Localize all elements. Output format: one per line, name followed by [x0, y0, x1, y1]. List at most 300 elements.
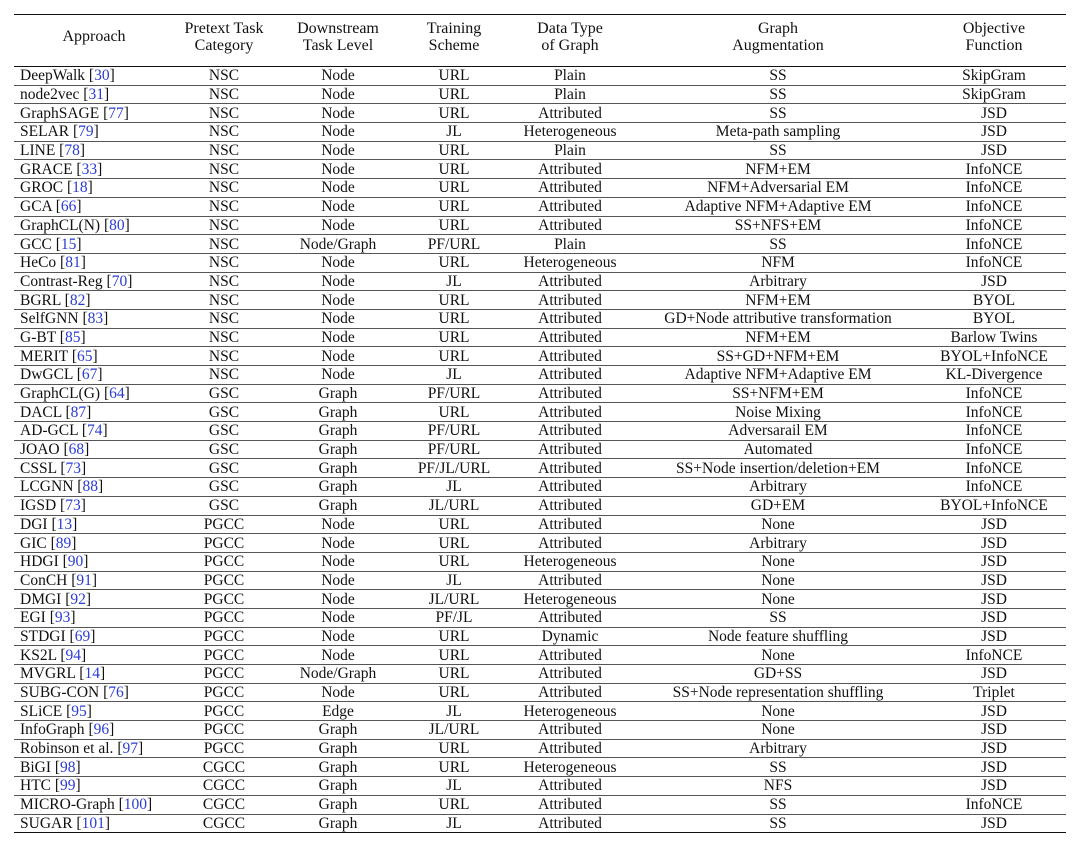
task-level-cell: Node — [274, 366, 402, 385]
category-cell: CGCC — [174, 795, 274, 814]
data-type-cell: Attributed — [506, 216, 634, 235]
table-row — [14, 721, 1066, 740]
augmentation-cell: SS — [634, 235, 922, 254]
category-cell: PGCC — [174, 721, 274, 740]
data-type-cell: Attributed — [506, 496, 634, 515]
category-cell: PGCC — [174, 608, 274, 627]
citation-link[interactable]: 73 — [65, 459, 82, 477]
task-level-cell: Graph — [274, 384, 402, 403]
objective-cell: JSD — [922, 123, 1066, 142]
objective-cell: JSD — [922, 104, 1066, 123]
augmentation-cell: NFM+EM — [634, 291, 922, 310]
task-level-cell: Node — [274, 104, 402, 123]
citation-link[interactable]: 66 — [60, 198, 77, 216]
category-cell: PGCC — [174, 590, 274, 609]
category-cell: NSC — [174, 197, 274, 216]
training-scheme-cell: URL — [402, 309, 506, 328]
column-header-line1: Training — [426, 19, 482, 37]
task-level-cell: Graph — [274, 777, 402, 796]
augmentation-cell: Meta-path sampling — [634, 123, 922, 142]
approach-name: EGI — [20, 609, 46, 627]
table-row — [14, 571, 1066, 590]
training-scheme-cell: URL — [402, 739, 506, 758]
category-cell: CGCC — [174, 758, 274, 777]
approach-name: MVGRL — [20, 665, 76, 683]
column-header — [922, 15, 1066, 67]
data-type-cell: Attributed — [506, 478, 634, 497]
objective-cell: JSD — [922, 571, 1066, 590]
task-level-cell: Node — [274, 253, 402, 272]
approach-cell: DwGCL [67] — [14, 366, 174, 385]
task-level-cell: Node — [274, 347, 402, 366]
training-scheme-cell: JL/URL — [402, 496, 506, 515]
table-row — [14, 777, 1066, 796]
category-cell: NSC — [174, 160, 274, 179]
objective-cell: JSD — [922, 814, 1066, 833]
training-scheme-cell: JL — [402, 272, 506, 291]
table-row — [14, 309, 1066, 328]
table-row — [14, 291, 1066, 310]
citation-link[interactable]: 33 — [81, 160, 98, 178]
data-type-cell: Plain — [506, 235, 634, 254]
table-row — [14, 665, 1066, 684]
training-scheme-cell: PF/URL — [402, 422, 506, 441]
approach-cell: KS2L [94] — [14, 646, 174, 665]
table-row — [14, 403, 1066, 422]
objective-cell: BYOL — [922, 291, 1066, 310]
table-row — [14, 366, 1066, 385]
citation-link[interactable]: 78 — [64, 142, 80, 160]
task-level-cell: Edge — [274, 702, 402, 721]
objective-cell: InfoNCE — [922, 795, 1066, 814]
augmentation-cell: Arbitrary — [634, 272, 922, 291]
citation-link[interactable]: 69 — [74, 627, 91, 645]
approach-name: SUGAR — [20, 814, 73, 832]
comparison-table — [14, 14, 1066, 833]
augmentation-cell: Adaptive NFM+Adaptive EM — [634, 197, 922, 216]
citation-link[interactable]: 13 — [56, 515, 73, 533]
approach-cell: HeCo [81] — [14, 253, 174, 272]
category-cell: PGCC — [174, 683, 274, 702]
augmentation-cell: None — [634, 571, 922, 590]
objective-cell: KL-Divergence — [922, 366, 1066, 385]
objective-cell: JSD — [922, 758, 1066, 777]
category-cell: NSC — [174, 104, 274, 123]
data-type-cell: Attributed — [506, 683, 634, 702]
table-row — [14, 328, 1066, 347]
approach-cell: G-BT [85] — [14, 328, 174, 347]
column-header-line1: Approach — [62, 28, 126, 45]
category-cell: CGCC — [174, 814, 274, 833]
column-header-line1: Data Type — [537, 19, 603, 37]
column-header-line1: Downstream — [297, 19, 379, 37]
citation-link[interactable]: 18 — [72, 179, 88, 197]
augmentation-cell: Node feature shuffling — [634, 627, 922, 646]
training-scheme-cell: URL — [402, 291, 506, 310]
approach-cell: GraphCL(N) [80] — [14, 216, 174, 235]
citation-link[interactable]: 85 — [64, 328, 81, 346]
approach-cell: CSSL [73] — [14, 459, 174, 478]
approach-cell: BGRL [82] — [14, 291, 174, 310]
category-cell: NSC — [174, 179, 274, 198]
data-type-cell: Heterogeneous — [506, 702, 634, 721]
objective-cell: JSD — [922, 739, 1066, 758]
table-row — [14, 702, 1066, 721]
approach-cell: EGI [93] — [14, 608, 174, 627]
citation-link[interactable]: 81 — [65, 254, 81, 272]
objective-cell: InfoNCE — [922, 235, 1066, 254]
task-level-cell: Node — [274, 272, 402, 291]
objective-cell: InfoNCE — [922, 646, 1066, 665]
approach-name: STDGI — [20, 627, 66, 645]
approach-cell: GraphSAGE [77] — [14, 104, 174, 123]
task-level-cell: Node/Graph — [274, 235, 402, 254]
data-type-cell: Attributed — [506, 366, 634, 385]
training-scheme-cell: PF/URL — [402, 235, 506, 254]
objective-cell: BYOL+InfoNCE — [922, 496, 1066, 515]
comparison-table-container — [14, 14, 1066, 833]
objective-cell: InfoNCE — [922, 440, 1066, 459]
category-cell: GSC — [174, 478, 274, 497]
approach-cell: Robinson et al. [97] — [14, 739, 174, 758]
column-header-line2: Function — [965, 36, 1023, 54]
task-level-cell: Node — [274, 160, 402, 179]
approach-cell: STDGI [69] — [14, 627, 174, 646]
approach-name: MICRO-Graph — [20, 796, 115, 814]
approach-name: SelfGNN — [20, 310, 79, 328]
approach-cell: LINE [78] — [14, 141, 174, 160]
citation-link[interactable]: 77 — [108, 104, 124, 122]
column-header-line2: Task Level — [302, 36, 374, 54]
approach-cell: SUGAR [101] — [14, 814, 174, 833]
approach-cell: DMGI [92] — [14, 590, 174, 609]
citation-link[interactable]: 92 — [70, 590, 86, 608]
column-header — [506, 15, 634, 67]
data-type-cell: Attributed — [506, 777, 634, 796]
augmentation-cell: None — [634, 702, 922, 721]
approach-name: BiGI — [20, 758, 51, 776]
data-type-cell: Attributed — [506, 422, 634, 441]
task-level-cell: Graph — [274, 814, 402, 833]
approach-cell: SLiCE [95] — [14, 702, 174, 721]
task-level-cell: Graph — [274, 496, 402, 515]
table-row — [14, 85, 1066, 104]
training-scheme-cell: JL — [402, 814, 506, 833]
approach-cell: SELAR [79] — [14, 123, 174, 142]
data-type-cell: Attributed — [506, 459, 634, 478]
objective-cell: JSD — [922, 665, 1066, 684]
data-type-cell: Attributed — [506, 534, 634, 553]
approach-cell: LCGNN [88] — [14, 478, 174, 497]
task-level-cell: Node — [274, 590, 402, 609]
citation-link[interactable]: 31 — [88, 86, 104, 104]
citation-link[interactable]: 15 — [60, 235, 77, 253]
objective-cell: JSD — [922, 627, 1066, 646]
citation-link[interactable]: 68 — [68, 441, 85, 459]
citation-link[interactable]: 95 — [71, 702, 87, 720]
table-row — [14, 627, 1066, 646]
approach-name: GIC — [20, 534, 47, 552]
approach-name: SELAR — [20, 123, 70, 141]
category-cell: NSC — [174, 309, 274, 328]
citation-link[interactable]: 101 — [81, 814, 105, 832]
augmentation-cell: GD+Node attributive transformation — [634, 309, 922, 328]
objective-cell: InfoNCE — [922, 422, 1066, 441]
data-type-cell: Attributed — [506, 646, 634, 665]
citation-link[interactable]: 82 — [69, 291, 86, 309]
training-scheme-cell: JL — [402, 777, 506, 796]
table-row — [14, 123, 1066, 142]
approach-name: G-BT — [20, 328, 56, 346]
citation-link[interactable]: 67 — [81, 366, 98, 384]
training-scheme-cell: PF/JL — [402, 608, 506, 627]
table-row — [14, 216, 1066, 235]
objective-cell: JSD — [922, 590, 1066, 609]
table-row — [14, 608, 1066, 627]
category-cell: PGCC — [174, 571, 274, 590]
approach-cell: DeepWalk [30] — [14, 67, 174, 86]
task-level-cell: Graph — [274, 478, 402, 497]
approach-cell: JOAO [68] — [14, 440, 174, 459]
citation-link[interactable]: 90 — [67, 553, 84, 571]
data-type-cell: Attributed — [506, 814, 634, 833]
column-header — [14, 15, 174, 67]
table-row — [14, 795, 1066, 814]
task-level-cell: Graph — [274, 440, 402, 459]
objective-cell: Barlow Twins — [922, 328, 1066, 347]
data-type-cell: Heterogeneous — [506, 590, 634, 609]
category-cell: GSC — [174, 440, 274, 459]
approach-cell: SUBG-CON [76] — [14, 683, 174, 702]
data-type-cell: Attributed — [506, 104, 634, 123]
citation-link[interactable]: 76 — [108, 684, 124, 702]
augmentation-cell: SS — [634, 758, 922, 777]
objective-cell: JSD — [922, 608, 1066, 627]
table-row — [14, 814, 1066, 833]
table-row — [14, 646, 1066, 665]
citation-link[interactable]: 93 — [54, 609, 71, 627]
header-row — [14, 15, 1066, 67]
approach-name: BGRL — [20, 291, 61, 309]
augmentation-cell: SS+Node insertion/deletion+EM — [634, 459, 922, 478]
table-row — [14, 141, 1066, 160]
task-level-cell: Node — [274, 179, 402, 198]
task-level-cell: Node — [274, 309, 402, 328]
citation-link[interactable]: 89 — [55, 534, 72, 552]
task-level-cell: Node/Graph — [274, 665, 402, 684]
task-level-cell: Node — [274, 571, 402, 590]
task-level-cell: Node — [274, 627, 402, 646]
training-scheme-cell: URL — [402, 758, 506, 777]
citation-link[interactable]: 14 — [84, 665, 100, 683]
approach-cell: MVGRL [14] — [14, 665, 174, 684]
approach-name: AD-GCL — [20, 422, 78, 440]
table-row — [14, 496, 1066, 515]
category-cell: NSC — [174, 141, 274, 160]
approach-name: SUBG-CON — [20, 684, 100, 702]
citation-link[interactable]: 91 — [76, 571, 92, 589]
approach-name: DMGI — [20, 590, 62, 608]
training-scheme-cell: URL — [402, 216, 506, 235]
augmentation-cell: Adversarail EM — [634, 422, 922, 441]
category-cell: NSC — [174, 272, 274, 291]
training-scheme-cell: PF/URL — [402, 384, 506, 403]
column-header-line1: Objective — [962, 19, 1026, 37]
objective-cell: InfoNCE — [922, 384, 1066, 403]
category-cell: NSC — [174, 347, 274, 366]
approach-cell: GIC [89] — [14, 534, 174, 553]
citation-link[interactable]: 98 — [60, 758, 76, 776]
citation-link[interactable]: 70 — [111, 272, 128, 290]
category-cell: GSC — [174, 422, 274, 441]
approach-cell: IGSD [73] — [14, 496, 174, 515]
training-scheme-cell: URL — [402, 665, 506, 684]
data-type-cell: Plain — [506, 141, 634, 160]
table-row — [14, 459, 1066, 478]
category-cell: PGCC — [174, 515, 274, 534]
augmentation-cell: None — [634, 590, 922, 609]
approach-name: IGSD — [20, 497, 57, 515]
augmentation-cell: SS — [634, 85, 922, 104]
approach-name: ConCH — [20, 571, 68, 589]
citation-link[interactable]: 73 — [65, 497, 81, 515]
table-row — [14, 253, 1066, 272]
objective-cell: JSD — [922, 534, 1066, 553]
data-type-cell: Heterogeneous — [506, 552, 634, 571]
objective-cell: InfoNCE — [922, 478, 1066, 497]
table-row — [14, 179, 1066, 198]
citation-link[interactable]: 80 — [109, 216, 125, 234]
objective-cell: BYOL — [922, 309, 1066, 328]
training-scheme-cell: PF/URL — [402, 440, 506, 459]
training-scheme-cell: URL — [402, 197, 506, 216]
objective-cell: InfoNCE — [922, 403, 1066, 422]
approach-name: GCC — [20, 235, 52, 253]
augmentation-cell: SS — [634, 104, 922, 123]
objective-cell: BYOL+InfoNCE — [922, 347, 1066, 366]
task-level-cell: Node — [274, 515, 402, 534]
data-type-cell: Attributed — [506, 272, 634, 291]
data-type-cell: Attributed — [506, 739, 634, 758]
objective-cell: InfoNCE — [922, 179, 1066, 198]
approach-name: DeepWalk — [20, 67, 86, 85]
citation-link[interactable]: 88 — [82, 478, 98, 496]
training-scheme-cell: URL — [402, 347, 506, 366]
augmentation-cell: SS+NFM+EM — [634, 384, 922, 403]
table-row — [14, 440, 1066, 459]
table-row — [14, 422, 1066, 441]
citation-link[interactable]: 74 — [87, 422, 103, 440]
approach-name: KS2L — [20, 646, 57, 664]
augmentation-cell: GD+EM — [634, 496, 922, 515]
category-cell: GSC — [174, 403, 274, 422]
augmentation-cell: SS — [634, 67, 922, 86]
training-scheme-cell: JL/URL — [402, 590, 506, 609]
citation-link[interactable]: 64 — [109, 385, 125, 403]
approach-name: GraphCL(G) — [20, 385, 101, 403]
approach-name: InfoGraph — [20, 721, 85, 739]
task-level-cell: Node — [274, 85, 402, 104]
citation-link[interactable]: 87 — [70, 403, 87, 421]
category-cell: NSC — [174, 67, 274, 86]
augmentation-cell: Arbitrary — [634, 478, 922, 497]
category-cell: NSC — [174, 85, 274, 104]
training-scheme-cell: URL — [402, 328, 506, 347]
augmentation-cell: NFM+EM — [634, 328, 922, 347]
objective-cell: JSD — [922, 515, 1066, 534]
training-scheme-cell: URL — [402, 646, 506, 665]
augmentation-cell: NFM+Adversarial EM — [634, 179, 922, 198]
citation-link[interactable]: 30 — [94, 67, 110, 85]
category-cell: NSC — [174, 366, 274, 385]
citation-link[interactable]: 100 — [123, 796, 148, 814]
task-level-cell: Node — [274, 534, 402, 553]
citation-link[interactable]: 83 — [87, 310, 104, 328]
augmentation-cell: NFM+EM — [634, 160, 922, 179]
task-level-cell: Node — [274, 197, 402, 216]
data-type-cell: Attributed — [506, 384, 634, 403]
augmentation-cell: None — [634, 515, 922, 534]
data-type-cell: Attributed — [506, 571, 634, 590]
table-row — [14, 384, 1066, 403]
approach-cell: GRACE [33] — [14, 160, 174, 179]
training-scheme-cell: URL — [402, 515, 506, 534]
approach-cell: HDGI [90] — [14, 552, 174, 571]
approach-name: LCGNN — [20, 478, 74, 496]
task-level-cell: Node — [274, 328, 402, 347]
data-type-cell: Attributed — [506, 328, 634, 347]
data-type-cell: Attributed — [506, 309, 634, 328]
training-scheme-cell: URL — [402, 683, 506, 702]
approach-cell: GraphCL(G) [64] — [14, 384, 174, 403]
category-cell: NSC — [174, 291, 274, 310]
table-row — [14, 552, 1066, 571]
task-level-cell: Graph — [274, 758, 402, 777]
table-row — [14, 683, 1066, 702]
approach-name: CSSL — [20, 459, 57, 477]
training-scheme-cell: JL — [402, 123, 506, 142]
table-row — [14, 739, 1066, 758]
approach-cell: MERIT [65] — [14, 347, 174, 366]
citation-link[interactable]: 94 — [65, 646, 82, 664]
table-row — [14, 478, 1066, 497]
approach-cell: HTC [99] — [14, 777, 174, 796]
approach-name: MERIT — [20, 347, 68, 365]
column-header — [174, 15, 274, 67]
approach-name: Contrast-Reg — [20, 272, 103, 290]
approach-name: LINE — [20, 142, 56, 160]
column-header-line2: Category — [194, 36, 254, 54]
approach-name: Robinson et al. — [20, 740, 114, 758]
augmentation-cell: SS — [634, 141, 922, 160]
approach-cell: DACL [87] — [14, 403, 174, 422]
citation-link[interactable]: 96 — [93, 721, 110, 739]
task-level-cell: Graph — [274, 795, 402, 814]
approach-cell: SelfGNN [83] — [14, 309, 174, 328]
citation-link[interactable]: 65 — [77, 347, 93, 365]
approach-cell: BiGI [98] — [14, 758, 174, 777]
citation-link[interactable]: 97 — [122, 740, 138, 758]
column-header — [402, 15, 506, 67]
approach-cell: GCA [66] — [14, 197, 174, 216]
citation-link[interactable]: 79 — [78, 123, 94, 141]
table-row — [14, 534, 1066, 553]
augmentation-cell: Noise Mixing — [634, 403, 922, 422]
data-type-cell: Attributed — [506, 795, 634, 814]
augmentation-cell: None — [634, 552, 922, 571]
category-cell: PGCC — [174, 534, 274, 553]
citation-link[interactable]: 99 — [60, 777, 76, 795]
